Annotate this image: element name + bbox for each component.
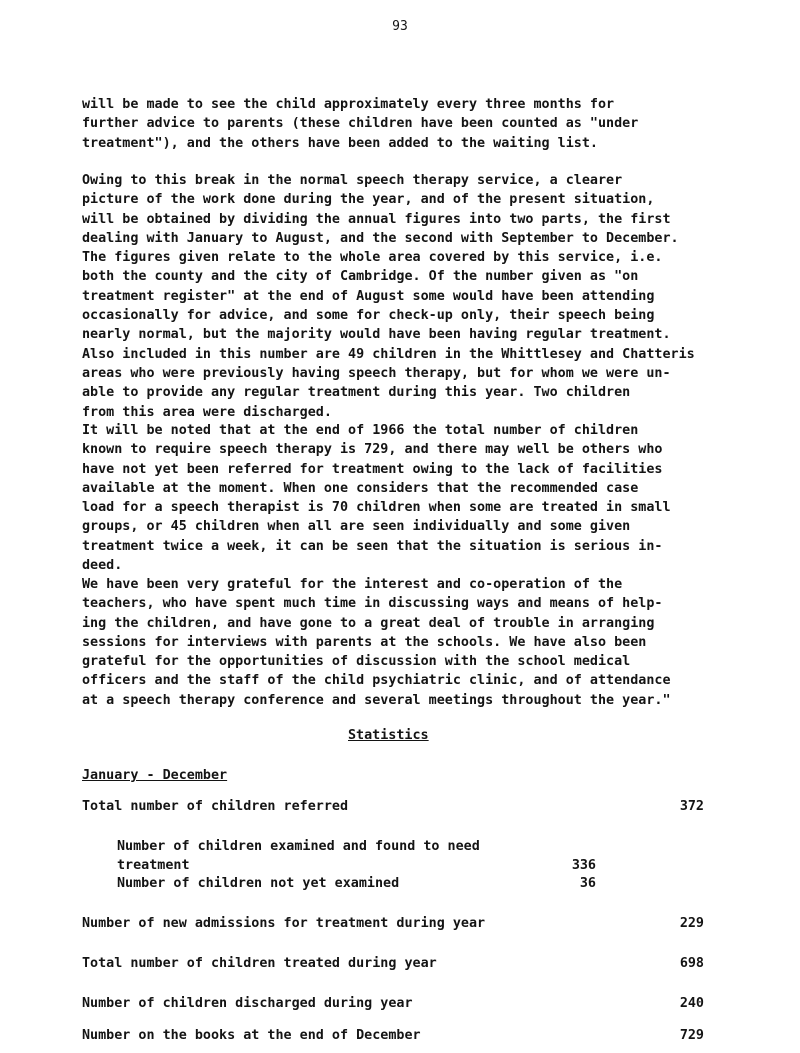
- stat-label: Total number of children referred: [82, 799, 349, 814]
- stat-value: 229: [679, 916, 704, 931]
- stat-label: Number of new admissions for treatment during year: [82, 916, 486, 931]
- stat-label: Number on the books at the end of December: [82, 1028, 421, 1043]
- paragraph-service-break: Owing to this break in the normal speech therapy service, a clearer picture of the work done during the year, and of the present situation, will be obtained by dividing the annual figures into two parts, the first dealing with January to August, and the second with September to December. The figures given relate to the whole area covered by this service, i.e. both the county and the city of Cambridge. Of the number given as "on treatment register" at the end of August some would have been attending occasionally for advice, and some for check-up only, their speech being nearly normal, but the majority would have been having regular treatment. Also included in this number are 49 children in the Whittlesey and Chatteris areas who were previously having speech therapy, but for whom we were un- able to provide any regular treatment during this year. Two children from this area were discharged.: [82, 173, 695, 420]
- stat-label: Number of children discharged during year: [82, 996, 413, 1011]
- paragraph-continuation: will be made to see the child approximately every three months for further advice to parents (these children have been counted as "under treatment"), and the others have been added to the waiting list.: [82, 97, 639, 151]
- page-number: 93: [392, 19, 408, 34]
- stat-value: 729: [679, 1028, 704, 1043]
- stat-value: 698: [679, 956, 704, 971]
- stat-value: 336: [571, 858, 596, 873]
- statistics-period: January - December: [82, 768, 228, 783]
- statistics-title: Statistics: [348, 728, 429, 743]
- stat-value: 240: [679, 996, 704, 1011]
- stat-label: Number of children examined and found to need treatment: [117, 839, 480, 873]
- stat-label: Number of children not yet examined: [117, 876, 400, 891]
- paragraph-total-children: It will be noted that at the end of 1966 the total number of children known to require speech therapy is 729, and there may well be others who have not yet been referred for treatment owing to the lack of facilities available at the moment. When one considers that the recommended case load for a speech therapist is 70 children when some are treated in small groups, or 45 children when all are seen individually and some given treatment twice a week, it can be seen that the situation is serious in- deed.: [82, 423, 671, 574]
- stat-value: 36: [579, 876, 596, 891]
- stat-label: Total number of children treated during year: [82, 956, 437, 971]
- paragraph-gratitude: We have been very grateful for the interest and co-operation of the teachers, who have spent much time in discussing ways and means of help- ing the children, and have gone to a great deal of trouble in arranging sessions for interviews with parents at the schools. We have also been grateful for the opportunities of discussion with the school medical officers and the staff of the child psychiatric clinic, and of attendance at a speech therapy conference and several meetings throughout the year.": [82, 577, 671, 708]
- stat-value: 372: [679, 799, 704, 814]
